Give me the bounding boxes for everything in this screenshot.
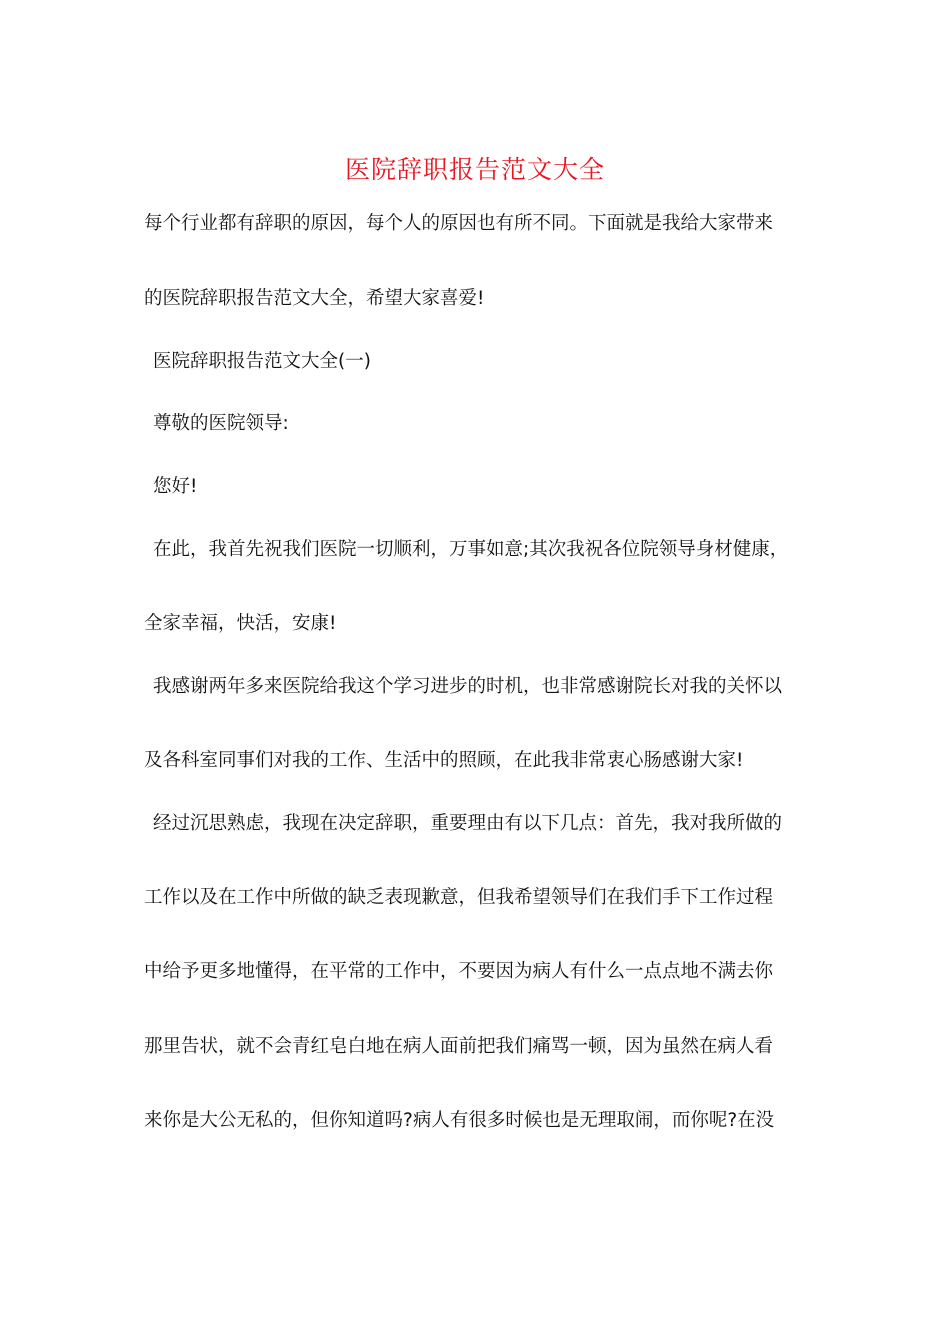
- salutation: 尊敬的医院领导:: [153, 413, 289, 434]
- paragraph-line-reason-5: 来你是大公无私的，但你知道吗?病人有很多时候也是无理取闹，而你呢?在没: [144, 1110, 775, 1131]
- paragraph-line-reason-1: 经过沉思熟虑，我现在决定辞职，重要理由有以下几点：首先，我对我所做的: [153, 813, 783, 834]
- section-heading: 医院辞职报告范文大全(一): [153, 351, 371, 372]
- paragraph-line-reason-3: 中给予更多地懂得，在平常的工作中，不要因为病人有什么一点点地不满去你: [144, 961, 774, 982]
- paragraph-line-intro-2: 的医院辞职报告范文大全，希望大家喜爱!: [144, 288, 485, 309]
- paragraph-line-reason-4: 那里告状，就不会青红皂白地在病人面前把我们痛骂一顿，因为虽然在病人看: [144, 1036, 774, 1057]
- paragraph-line-wishes-1: 在此，我首先祝我们医院一切顺利，万事如意;其次我祝各位院领导身材健康，: [153, 539, 789, 560]
- paragraph-line-reason-2: 工作以及在工作中所做的缺乏表现歉意，但我希望领导们在我们手下工作过程: [144, 887, 774, 908]
- greeting: 您好!: [153, 476, 198, 497]
- paragraph-line-thanks-1: 我感谢两年多来医院给我这个学习进步的时机，也非常感谢院长对我的关怀以: [153, 676, 783, 697]
- paragraph-line-intro-1: 每个行业都有辞职的原因，每个人的原因也有所不同。下面就是我给大家带来: [144, 213, 774, 234]
- paragraph-line-wishes-2: 全家幸福，快活，安康!: [144, 613, 337, 634]
- document-title: 医院辞职报告范文大全: [344, 155, 605, 184]
- paragraph-line-thanks-2: 及各科室同事们对我的工作、生活中的照顾，在此我非常衷心肠感谢大家!: [144, 750, 744, 771]
